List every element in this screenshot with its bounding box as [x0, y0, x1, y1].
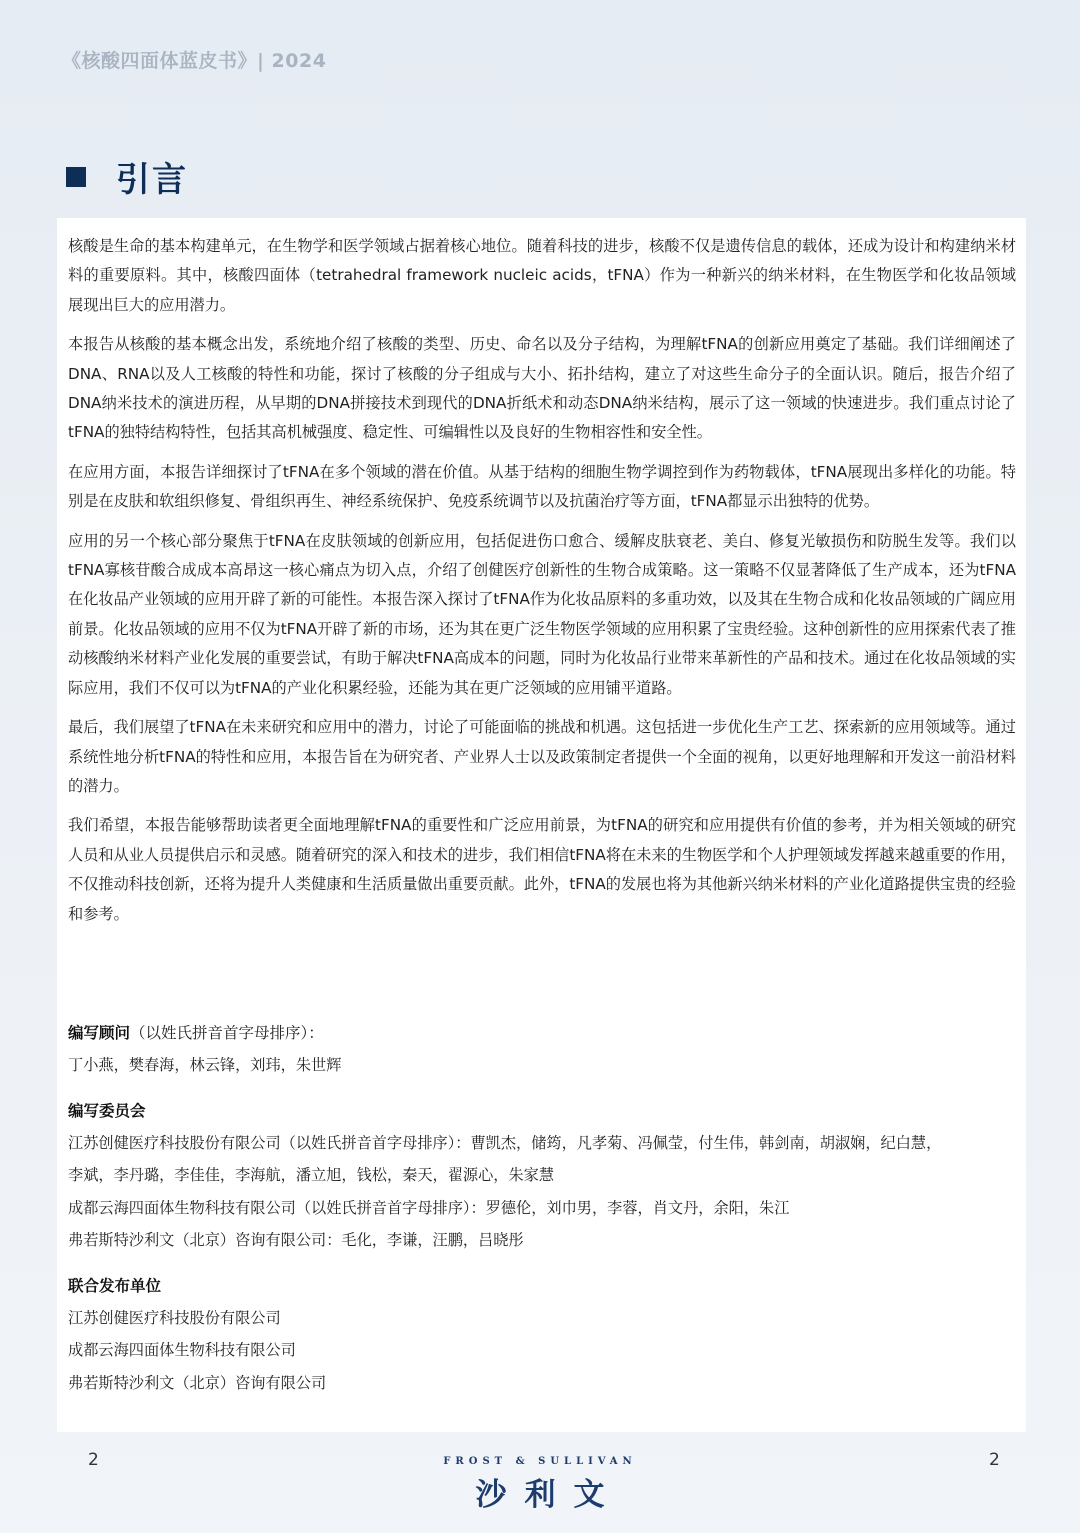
advisors-heading-label: 编写顾问	[68, 1024, 131, 1042]
paragraph-2: 本报告从核酸的基本概念出发，系统地介绍了核酸的类型、历史、命名以及分子结构，为理解tFNA的创新应用奠定了基础。我们详细阐述了DNA、RNA以及人工核酸的特性和功能，探讨了核酸的分子组成与大小、拓扑结构，建立了对这些生命分子的全面认识。随后，报告介绍了DNA纳米技术的演进历程，从早期的DNA拼接技术到现代的DNA折纸术和动态DNA纳米结构，展示了这一领域的快速进步。我们重点讨论了tFNA的独特结构特性，包括其高机械强度、稳定性、可编辑性以及良好的生物相容性和安全性。	[68, 335, 1016, 442]
section-title-text: 引言	[116, 160, 188, 200]
content-card	[57, 218, 1026, 1432]
paragraph-4: 应用的另一个核心部分聚焦于tFNA在皮肤领域的创新应用，包括促进伤口愈合、缓解皮肤衰老、美白、修复光敏损伤和防脱生发等。我们以tFNA寡核苷酸合成成本高昂这一核心痛点为切入点，介绍了创健医疗创新性的生物合成策略。这一策略不仅显著降低了生产成本，还为tFNA在化妆品产业领域的应用开辟了新的可能性。本报告深入探讨了tFNA作为化妆品原料的多重功效，以及其在生物合成和化妆品领域的广阔应用前景。化妆品领域的应用不仅为tFNA开辟了新的市场，还为其在更广泛生物医学领域的应用积累了宝贵经验。这种创新性的应用探索代表了推动核酸纳米材料产业化发展的重要尝试，有助于解决tFNA高成本的问题，同时为化妆品行业带来革新性的产品和技术。通过在化妆品领域的实际应用，我们不仅可以为tFNA的产业化积累经验，还能为其在更广泛领域的应用铺平道路。	[68, 531, 1016, 697]
paragraph-3: 在应用方面，本报告详细探讨了tFNA在多个领域的潜在价值。从基于结构的细胞生物学调控到作为药物载体，tFNA展现出多样化的功能。特别是在皮肤和软组织修复、骨组织再生、神经系统保护、免疫系统调节以及抗菌治疗等方面，tFNA都显示出独特的优势。	[68, 462, 1016, 511]
report-header: 《核酸四面体蓝皮书》| 2024	[62, 50, 327, 72]
paragraph-5: 最后，我们展望了tFNA在未来研究和应用中的潜力，讨论了可能面临的挑战和机遇。这包括进一步优化生产工艺、探索新的应用领域等。通过系统性地分析tFNA的特性和应用，本报告旨在为研究者、产业界人士以及政策制定者提供一个全面的视角，以更好地理解和开发这一前沿材料的潜力。	[68, 718, 1016, 795]
committee-line: 弗若斯特沙利文（北京）咨询有限公司：毛化，李谦，汪鹏，吕晓彤	[68, 1231, 524, 1249]
title-square-bullet	[66, 167, 86, 187]
committee-line: 成都云海四面体生物科技有限公司（以姓氏拼音首字母排序）：罗德伦，刘巾男，李蓉，肖文丹，余阳，朱江	[68, 1198, 790, 1217]
page-number-right: 2	[989, 1450, 1000, 1470]
section-title	[66, 152, 188, 201]
publishers-heading: 联合发布单位	[68, 1276, 162, 1295]
publisher-line: 成都云海四面体生物科技有限公司	[68, 1341, 296, 1359]
publisher-line: 江苏创健医疗科技股份有限公司	[68, 1308, 281, 1327]
committee-line: 李斌，李丹璐，李佳佳，李海航，潘立旭，钱松，秦天，翟源心，朱家慧	[68, 1166, 554, 1184]
advisors-heading	[68, 1018, 1016, 1049]
page-number-left: 2	[88, 1450, 99, 1470]
paragraph-6: 我们希望，本报告能够帮助读者更全面地理解tFNA的重要性和广泛应用前景，为tFNA的研究和应用提供有价值的参考，并为相关领域的研究人员和从业人员提供启示和灵感。随着研究的深入和技术的进步，我们相信tFNA将在未来的生物医学和个人护理领域发挥越来越重要的作用，不仅推动科技创新，还将为提升人类健康和生活质量做出重要贡献。此外，tFNA的发展也将为其他新兴纳米材料的产业化道路提供宝贵的经验和参考。	[68, 816, 1016, 923]
publisher-line: 弗若斯特沙利文（北京）咨询有限公司	[68, 1373, 327, 1392]
committee-heading: 编写委员会	[68, 1101, 146, 1120]
credits-section	[68, 1018, 1016, 1399]
advisors-names: 丁小燕，樊春海，林云锋，刘玮，朱世辉	[68, 1056, 342, 1074]
logo-english-text: FROST & SULLIVAN	[443, 1456, 637, 1467]
committee-line: 江苏创健医疗科技股份有限公司（以姓氏拼音首字母排序）：曹凯杰，储筠，凡孝菊、冯佩莹，付生伟，韩剑南，胡淑娴，纪白慧，	[68, 1133, 942, 1152]
frost-sullivan-logo	[0, 1456, 1080, 1514]
paragraph-1: 核酸是生命的基本构建单元，在生物学和医学领域占据着核心地位。随着科技的进步，核酸不仅是遗传信息的载体，还成为设计和构建纳米材料的重要原料。其中，核酸四面体（tetrahedral framework nucleic acids，tFNA）作为一种新兴的纳米材料，在生物医学和化妆品领域展现出巨大的应用潜力。	[68, 237, 1016, 314]
advisors-heading-note: （以姓氏拼音首字母排序）：	[130, 1024, 324, 1042]
logo-chinese-text: 沙利文	[475, 1477, 623, 1513]
